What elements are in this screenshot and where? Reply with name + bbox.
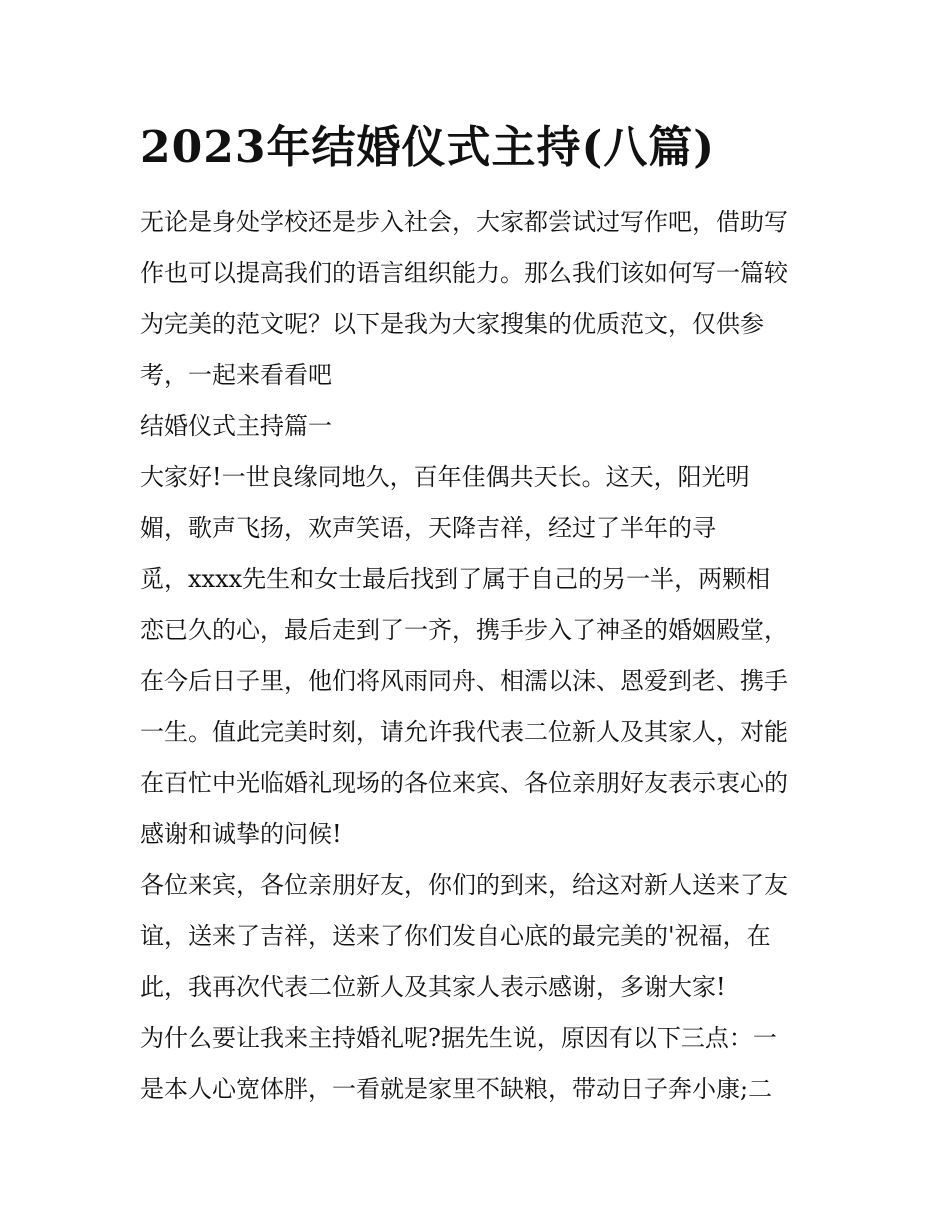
paragraph-line: 恋已久的心，最后走到了一齐，携手步入了神圣的婚姻殿堂， [140,616,788,644]
paragraph-line: 为什么要让我来主持婚礼呢?据先生说，原因有以下三点：一 [140,1024,777,1052]
paragraph-line: 谊，送来了吉祥，送来了你们发自心底的最完美的'祝福，在 [140,922,771,950]
paragraph-line: 大家好!一世良缘同地久，百年佳偶共天长。这天，阳光明 [140,463,750,491]
paragraph-line: 感谢和诚挚的问候! [140,820,342,848]
paragraph-line: 各位来宾，各位亲朋好友，你们的到来，给这对新人送来了友 [140,871,788,899]
paragraph-line: 无论是身处学校还是步入社会，大家都尝试过写作吧，借助写 [140,208,788,236]
paragraph-line: 觅，xxxx先生和女士最后找到了属于自己的另一半，两颗相 [140,565,771,593]
paragraph-line: 是本人心宽体胖，一看就是家里不缺粮，带动日子奔小康;二 [140,1075,773,1103]
paragraph-line: 作也可以提高我们的语言组织能力。那么我们该如何写一篇较 [140,259,788,287]
paragraph-line: 一生。值此完美时刻，请允许我代表二位新人及其家人，对能 [140,718,788,746]
paragraph-line: 此，我再次代表二位新人及其家人表示感谢，多谢大家! [140,973,726,1001]
paragraph-line: 考，一起来看看吧 [140,361,332,389]
section-heading: 结婚仪式主持篇一 [140,412,332,440]
paragraph-line: 媚，歌声飞扬，欢声笑语，天降吉祥，经过了半年的寻 [140,514,716,542]
paragraph-line: 在今后日子里，他们将风雨同舟、相濡以沫、恩爱到老、携手 [140,667,788,695]
page-title: 2023年结婚仪式主持(八篇) [140,122,716,173]
paragraph-line: 为完美的范文呢？以下是我为大家搜集的优质范文，仅供参 [140,310,764,338]
paragraph-line: 在百忙中光临婚礼现场的各位来宾、各位亲朋好友表示衷心的 [140,769,788,797]
